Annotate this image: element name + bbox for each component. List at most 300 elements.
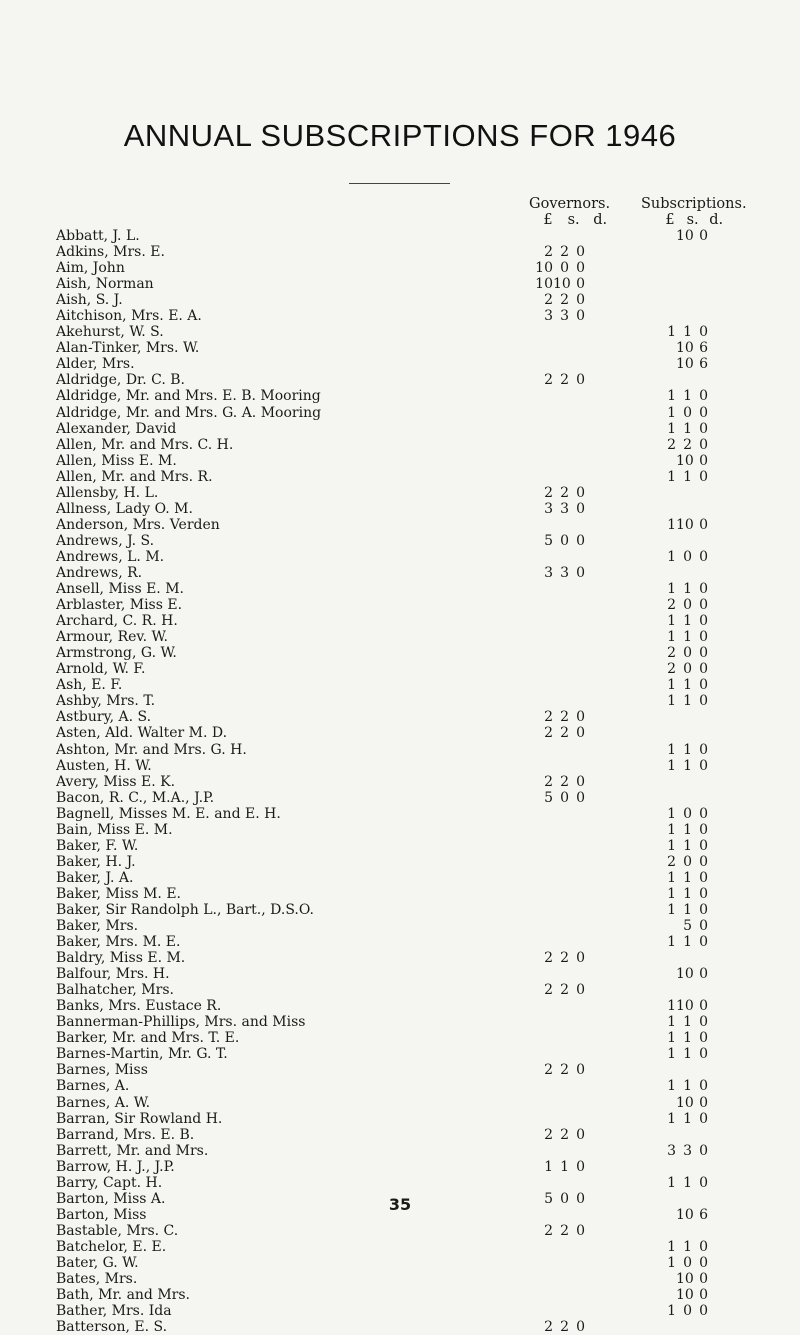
list-item [56,1319,776,1335]
pence-value: 0 [699,1142,708,1159]
governor-amount [531,453,585,469]
governor-amount [531,437,585,453]
shillings-value: 2 [683,436,692,453]
pence-value: 0 [699,1094,708,1111]
subscriber-name: Aim, John [56,260,129,276]
pence-value: 0 [699,853,708,870]
pounds-value: 2 [667,645,676,662]
list-item [56,966,776,982]
subscriber-name: Aldridge, Dr. C. B. [56,372,189,388]
pounds-value: 1 [667,677,676,694]
subscription-amount [654,838,708,854]
subscription-amount [654,276,708,292]
pence-value: 0 [699,1014,708,1031]
shillings-value: 1 [683,324,692,341]
subscriber-name: Alan-Tinker, Mrs. W. [56,340,203,356]
shillings-value: 2 [560,1126,569,1143]
pounds-value: 1 [667,613,676,630]
shillings-value: 0 [683,805,692,822]
shillings-value: 1 [683,388,692,405]
governor-amount [531,276,585,292]
pounds-value: 2 [544,982,553,999]
pence-value: 0 [699,998,708,1015]
pounds-value: 1 [667,805,676,822]
pence-value: 0 [576,950,585,967]
pence-value: 0 [699,885,708,902]
list-item [56,1046,776,1062]
subscriber-name: Andrews, R. [56,565,146,581]
pounds-value: 2 [667,597,676,614]
governor-amount [531,501,585,517]
governor-amount [531,709,585,725]
pence-value: 0 [576,1319,585,1335]
shillings-value: 0 [683,1303,692,1320]
subscription-amount [654,806,708,822]
subscriber-name: Ansell, Miss E. M. [56,581,188,597]
list-item [56,1062,776,1078]
shillings-value: 3 [560,564,569,581]
shillings-value: 1 [683,677,692,694]
list-item [56,549,776,565]
shillings-value: 2 [560,1222,569,1239]
shillings-value: 1 [683,468,692,485]
governor-amount [531,1319,585,1335]
shillings-value: 10 [676,998,694,1015]
list-item [56,260,776,276]
pence-value: 0 [576,260,585,277]
list-item [56,485,776,501]
shillings-value: 1 [560,1158,569,1175]
pounds-value: 5 [544,532,553,549]
subscription-amount [654,966,708,982]
pence-value: 0 [699,404,708,421]
governor-amount [531,469,585,485]
shillings-value: 2 [560,773,569,790]
subscription-amount [654,1271,708,1287]
pence-value: 0 [699,1303,708,1320]
shillings-value: 2 [560,292,569,309]
shillings-value: 10 [676,1287,694,1304]
pence-value: 6 [699,1206,708,1223]
subscription-amount [654,934,708,950]
subscription-amount [654,758,708,774]
governor-amount [531,1175,585,1191]
pounds-value: 1 [667,885,676,902]
list-item [56,405,776,421]
subscriber-name: Allness, Lady O. M. [56,501,197,517]
subscription-amount [654,1046,708,1062]
shillings-value: 10 [676,1206,694,1223]
governor-amount [531,340,585,356]
list-item [56,1159,776,1175]
subscriber-name: Barrett, Mr. and Mrs. [56,1143,212,1159]
list-item [56,1143,776,1159]
subscriber-name: Barry, Capt. H. [56,1175,166,1191]
subscriber-name: Baker, H. J. [56,854,140,870]
governor-amount [531,1255,585,1271]
subscriber-name: Archard, C. R. H. [56,613,182,629]
governor-amount [531,982,585,998]
pounds-value: 2 [667,661,676,678]
list-item [56,1287,776,1303]
shillings-value: 3 [683,1142,692,1159]
list-item [56,244,776,260]
pounds-value: 1 [667,324,676,341]
pounds-value: 3 [544,308,553,325]
pence-value: 0 [699,821,708,838]
pence-value: 0 [576,725,585,742]
governor-amount [531,421,585,437]
governor-amount [531,677,585,693]
subscriber-name: Andrews, L. M. [56,549,168,565]
subscriber-name: Aitchison, Mrs. E. A. [56,308,206,324]
subscription-amount [654,661,708,677]
subscription-amount [654,1303,708,1319]
title-rule [349,183,450,184]
subscription-amount [654,613,708,629]
subscription-amount [654,870,708,886]
subscriber-name: Aldridge, Mr. and Mrs. E. B. Mooring [56,388,325,404]
subscription-amount [654,405,708,421]
subscriber-name: Balfour, Mrs. H. [56,966,174,982]
list-item [56,613,776,629]
subscriber-name: Bather, Mrs. Ida [56,1303,176,1319]
subscription-amount [654,292,708,308]
list-item [56,597,776,613]
list-item [56,453,776,469]
shillings-value: 1 [683,934,692,951]
shilling-unit: s. [686,212,699,228]
shillings-value: 1 [683,1174,692,1191]
subscription-amount [654,517,708,533]
subscription-amount [654,340,708,356]
pence-value: 0 [576,484,585,501]
shillings-value: 10 [676,452,694,469]
subscription-amount [654,918,708,934]
governor-amount [531,549,585,565]
subscription-amount [654,902,708,918]
shillings-value: 1 [683,885,692,902]
governor-amount [531,1078,585,1094]
shillings-value: 0 [560,789,569,806]
subscriber-name: Baker, F. W. [56,838,142,854]
shillings-value: 2 [560,244,569,261]
governor-amount [531,742,585,758]
subscription-amount [654,581,708,597]
subscription-amount [654,565,708,581]
subscription-amount [654,950,708,966]
pounds-value: 2 [544,372,553,389]
subscriber-list [56,228,776,1335]
pence-value: 0 [576,1126,585,1143]
shillings-value: 0 [683,404,692,421]
shillings-value: 2 [560,1319,569,1335]
pence-value: 0 [699,934,708,951]
pounds-value: 1 [667,693,676,710]
subscriber-name: Astbury, A. S. [56,709,155,725]
pence-value: 0 [699,388,708,405]
shillings-value: 0 [683,853,692,870]
list-item [56,902,776,918]
subscription-amount [654,725,708,741]
pounds-value: 2 [667,853,676,870]
subscription-amount [654,677,708,693]
subscriber-name: Arnold, W. F. [56,661,149,677]
governor-amount [531,388,585,404]
pence-value: 0 [576,1062,585,1079]
shillings-value: 10 [676,356,694,373]
pence-value: 0 [699,548,708,565]
governor-amount [531,324,585,340]
subscriber-name: Avery, Miss E. K. [56,774,179,790]
subscriber-name: Batchelor, E. E. [56,1239,170,1255]
pounds-value: 2 [667,436,676,453]
governor-amount [531,244,585,260]
subscriber-name: Aish, S. J. [56,292,127,308]
governor-amount [531,1143,585,1159]
subscriber-name: Armstrong, G. W. [56,645,181,661]
governor-amount [531,1127,585,1143]
pence-value: 0 [699,1030,708,1047]
pounds-value: 2 [544,1222,553,1239]
pence-value: 0 [576,773,585,790]
shillings-value: 1 [683,1046,692,1063]
list-item [56,1303,776,1319]
pence-value: 0 [699,1238,708,1255]
subscriber-name: Batterson, E. S. [56,1319,171,1335]
pounds-value: 2 [544,244,553,261]
pence-value: 0 [699,436,708,453]
list-item [56,742,776,758]
subscriber-name: Adkins, Mrs. E. [56,244,169,260]
shillings-value: 1 [683,629,692,646]
pence-value: 0 [699,1287,708,1304]
list-item [56,469,776,485]
pence-unit: d. [709,212,724,228]
pounds-value: 2 [544,725,553,742]
pence-value: 0 [699,613,708,630]
subscriber-name: Allen, Mr. and Mrs. C. H. [56,437,237,453]
pound-unit: £ [543,212,553,228]
pounds-value: 1 [667,629,676,646]
governor-amount [531,806,585,822]
pence-value: 0 [699,1078,708,1095]
pounds-value: 2 [544,484,553,501]
pounds-value: 1 [544,1158,553,1175]
pence-value: 0 [576,500,585,517]
list-item [56,388,776,404]
subscription-amount [654,324,708,340]
governor-amount [531,902,585,918]
subscriber-name: Balhatcher, Mrs. [56,982,178,998]
governor-amount [531,308,585,324]
subscriber-name: Bain, Miss E. M. [56,822,177,838]
list-item [56,501,776,517]
subscription-amount [654,709,708,725]
list-item [56,372,776,388]
governor-amount [531,838,585,854]
pounds-value: 1 [667,1046,676,1063]
governor-amount [531,966,585,982]
subscriber-name: Barrow, H. J., J.P. [56,1159,179,1175]
pounds-value: 1 [667,1255,676,1271]
pence-value: 0 [699,645,708,662]
governor-amount [531,725,585,741]
shillings-value: 0 [683,645,692,662]
pounds-value: 1 [667,548,676,565]
shillings-value: 1 [683,693,692,710]
subscription-amount [654,597,708,613]
shillings-value: 0 [683,597,692,614]
pence-value: 0 [576,308,585,325]
pounds-value: 1 [667,1303,676,1320]
subscriber-name: Alexander, David [56,421,180,437]
shillings-value: 0 [560,1190,569,1207]
subscription-amount [654,1143,708,1159]
list-item [56,693,776,709]
subscription-amount [654,1127,708,1143]
subscriber-name: Baker, J. A. [56,870,137,886]
pence-value: 0 [699,661,708,678]
subscription-amount [654,453,708,469]
governor-amount [531,1271,585,1287]
subscriber-name: Baker, Mrs. [56,918,142,934]
governor-amount [531,292,585,308]
subscription-amount [654,533,708,549]
shillings-value: 2 [560,372,569,389]
subscriber-name: Akehurst, W. S. [56,324,168,340]
shillings-value: 1 [683,613,692,630]
governor-amount [531,597,585,613]
pounds-value: 1 [667,516,676,533]
shillings-value: 0 [683,661,692,678]
subscription-amount [654,485,708,501]
governor-amount [531,758,585,774]
shillings-value: 1 [683,821,692,838]
shillings-value: 0 [683,1255,692,1271]
pence-value: 0 [699,1174,708,1191]
subscription-amount [654,854,708,870]
subscriber-name: Baldry, Miss E. M. [56,950,189,966]
list-item [56,934,776,950]
subscription-amount [654,501,708,517]
pounds-value: 1 [667,998,676,1015]
pence-value: 0 [576,789,585,806]
list-item [56,886,776,902]
pence-value: 0 [699,468,708,485]
pence-value: 0 [699,805,708,822]
pounds-value: 10 [535,260,553,277]
list-item [56,1223,776,1239]
list-item [56,854,776,870]
pence-value: 6 [699,356,708,373]
subscription-amount [654,469,708,485]
governor-amount [531,950,585,966]
governor-amount [531,661,585,677]
subscription-amount [654,774,708,790]
list-item [56,1095,776,1111]
pence-value: 0 [699,516,708,533]
list-item [56,822,776,838]
governor-amount [531,533,585,549]
pence-value: 0 [699,420,708,437]
subscription-amount [654,1078,708,1094]
pence-value: 0 [699,228,708,244]
subscriber-name: Allen, Miss E. M. [56,453,181,469]
pounds-value: 1 [667,1014,676,1031]
subscriber-name: Baker, Sir Randolph L., Bart., D.S.O. [56,902,318,918]
pence-value: 0 [699,918,708,935]
pence-value: 0 [699,693,708,710]
subscription-amount [654,1239,708,1255]
shillings-value: 10 [676,966,694,983]
pounds-value: 1 [667,1238,676,1255]
governor-amount [531,918,585,934]
subscriber-name: Baker, Miss M. E. [56,886,185,902]
subscriber-name: Barton, Miss [56,1207,150,1223]
subscription-amount [654,308,708,324]
shillings-value: 1 [683,741,692,758]
governor-amount [531,693,585,709]
governor-amount [531,998,585,1014]
pounds-value: 1 [667,869,676,886]
pounds-value: 1 [667,757,676,774]
subscription-amount [654,790,708,806]
list-item [56,1271,776,1287]
subscription-amount [654,228,708,244]
list-item [56,356,776,372]
subscriber-name: Asten, Ald. Walter M. D. [56,725,231,741]
shillings-value: 0 [683,548,692,565]
subscription-amount [654,1255,708,1271]
shillings-value: 1 [683,901,692,918]
list-item [56,1014,776,1030]
pence-value: 0 [699,581,708,598]
shillings-value: 2 [560,709,569,726]
governor-amount [531,1095,585,1111]
pence-value: 0 [576,1222,585,1239]
pence-value: 0 [576,276,585,293]
shillings-value: 2 [560,484,569,501]
pounds-value: 1 [667,901,676,918]
shillings-value: 3 [560,500,569,517]
list-item [56,228,776,244]
list-item [56,709,776,725]
list-item [56,918,776,934]
subscriber-name: Bannerman-Phillips, Mrs. and Miss [56,1014,309,1030]
pounds-value: 10 [535,276,553,293]
governor-amount [531,1111,585,1127]
governor-amount [531,565,585,581]
pounds-value: 2 [544,773,553,790]
governor-amount [531,1030,585,1046]
shillings-value: 10 [676,516,694,533]
subscriber-name: Armour, Rev. W. [56,629,172,645]
governor-amount [531,581,585,597]
list-item [56,1127,776,1143]
subscriber-name: Bagnell, Misses M. E. and E. H. [56,806,285,822]
shillings-value: 1 [683,1030,692,1047]
subscriber-name: Barnes-Martin, Mr. G. T. [56,1046,232,1062]
shillings-value: 1 [683,757,692,774]
governor-amount [531,822,585,838]
governor-amount [531,1239,585,1255]
list-item [56,292,776,308]
governor-amount [531,1062,585,1078]
shillings-value: 1 [683,1110,692,1127]
shillings-value: 2 [560,950,569,967]
subscriber-name: Aldridge, Mr. and Mrs. G. A. Mooring [56,405,325,421]
